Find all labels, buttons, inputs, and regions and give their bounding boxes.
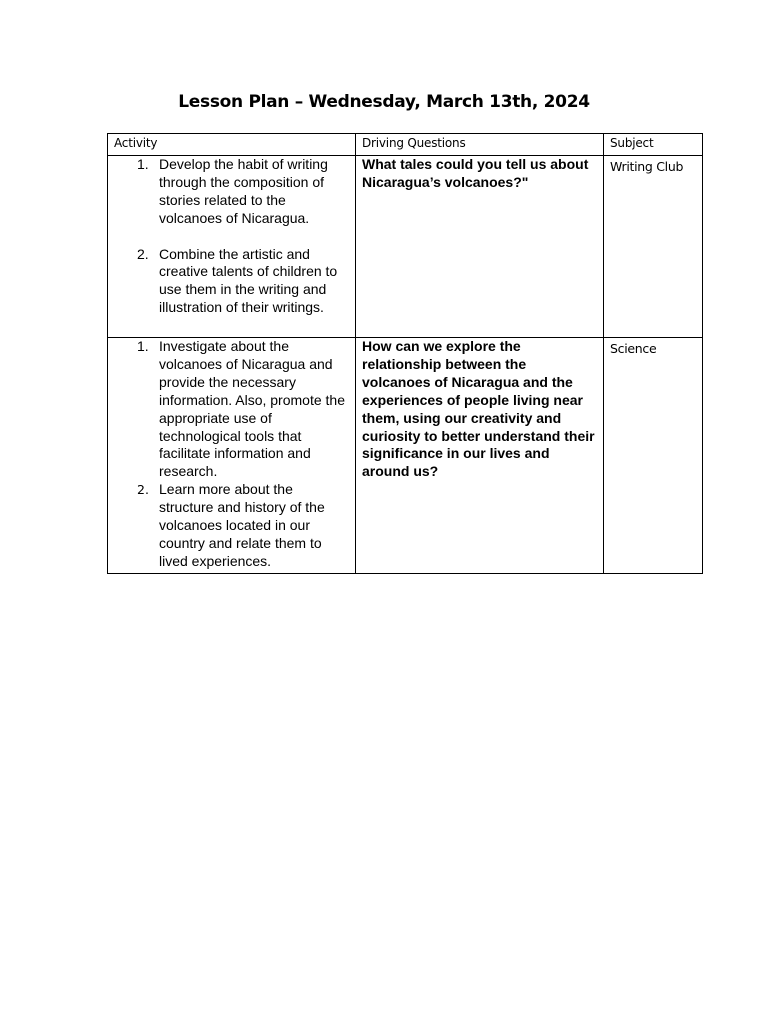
list-spacer bbox=[108, 228, 355, 246]
activity-text: Develop the habit of writing through the composition of stories related to the volcanoes of Nicaragua. bbox=[159, 156, 328, 226]
list-number: 1. bbox=[137, 338, 149, 354]
driving-question-cell: How can we explore the relationship between the volcanoes of Nicaragua and the experiences of people living near them, using our creativity and curiosity to better understand their significance in our lives and around us? bbox=[356, 338, 604, 574]
list-number: 2. bbox=[137, 482, 149, 498]
page-title: Lesson Plan – Wednesday, March 13th, 2024 bbox=[178, 92, 590, 112]
table-header-row bbox=[108, 134, 703, 156]
activity-text: Learn more about the structure and history of the volcanoes located in our country and relate them to lived experiences. bbox=[159, 481, 325, 569]
header-activity: Activity bbox=[108, 134, 356, 156]
list-item bbox=[108, 338, 355, 481]
lesson-plan-table bbox=[107, 133, 703, 574]
list-item bbox=[108, 246, 355, 318]
list-number: 2. bbox=[137, 245, 149, 262]
activity-text: Investigate about the volcanoes of Nicaragua and provide the necessary information. Also, promote the appropriate use of technological tools that facilitate information and research. bbox=[159, 338, 345, 480]
header-subject: Subject bbox=[604, 134, 703, 156]
activity-text: Combine the artistic and creative talents of children to use them in the writing and illustration of their writings. bbox=[159, 245, 338, 316]
subject-cell: Writing Club bbox=[604, 156, 703, 338]
activity-list bbox=[108, 156, 355, 317]
list-number: 1. bbox=[137, 156, 149, 172]
header-driving-questions: Driving Questions bbox=[356, 134, 604, 156]
driving-question-cell: What tales could you tell us about Nicaragua’s volcanoes?" bbox=[356, 156, 604, 338]
table-row bbox=[108, 156, 703, 338]
activity-cell bbox=[108, 338, 356, 574]
table-row bbox=[108, 338, 703, 574]
list-item bbox=[108, 481, 355, 571]
activity-cell bbox=[108, 156, 356, 338]
activity-list bbox=[108, 338, 355, 571]
list-item bbox=[108, 156, 355, 228]
subject-cell: Science bbox=[604, 338, 703, 574]
